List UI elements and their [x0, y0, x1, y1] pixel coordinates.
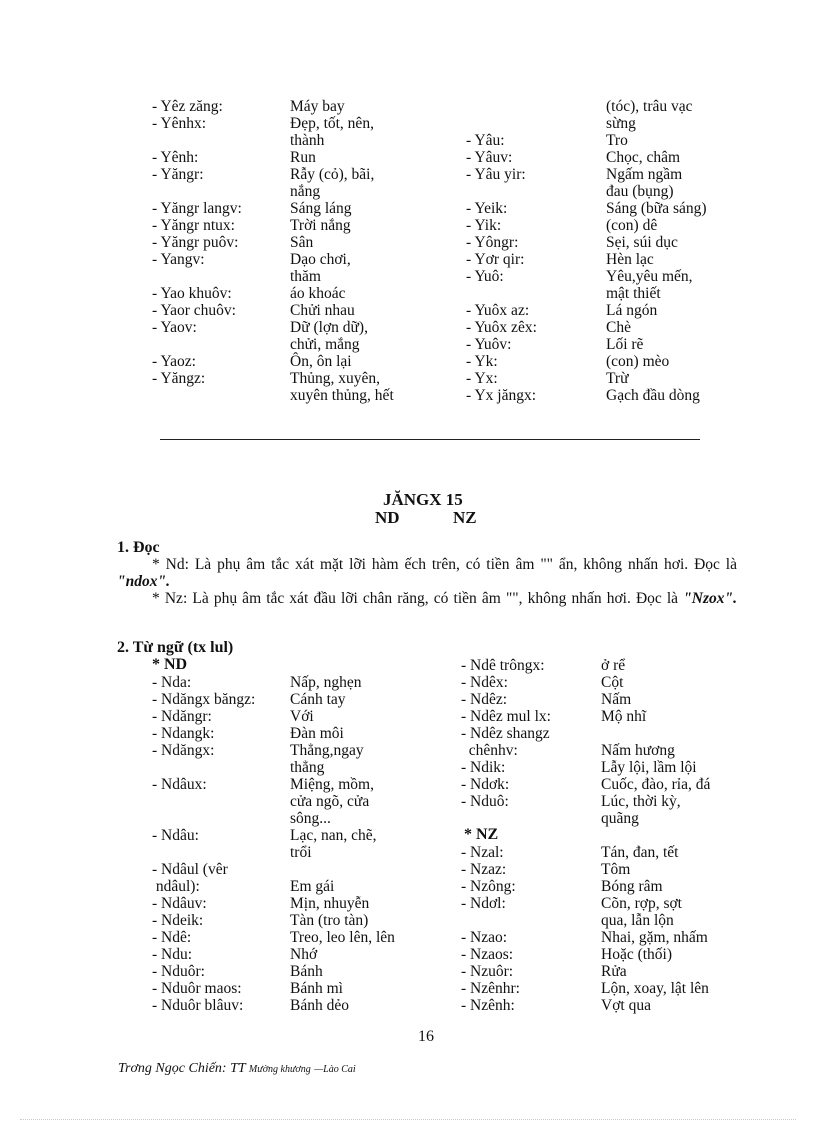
vocab-term: - Yx:	[466, 370, 498, 387]
vocab-term: - Ndê trôngx:	[461, 657, 545, 674]
footer-province: —Lào Cai	[314, 1064, 356, 1075]
vocab-definition: Dữ (lợn dữ),	[290, 319, 368, 336]
lesson-title: JĂNGX 15	[383, 490, 463, 509]
vocab-definition: Máy bay	[290, 98, 345, 115]
vocab-definition: Nhai, gặm, nhấm	[601, 929, 708, 946]
vocab-term: - Nduôr:	[152, 963, 205, 980]
vocab-definition: Ngấm ngầm	[606, 166, 683, 183]
vocab-definition: quãng	[601, 810, 639, 827]
vocab-definition: thành	[290, 132, 325, 149]
lesson-subtitle-nz: NZ	[453, 508, 477, 527]
reading-nd-text: * Nd: Là phụ âm tắc xát mặt lỡi hàm ếch trên, có tiền âm "" ẩn, không nhấn hơi. Đọc là	[152, 556, 737, 573]
vocab-definition: Trời nắng	[290, 217, 351, 234]
vocab-term: - Yaoz:	[152, 353, 196, 370]
reading-nz-pronunciation: "Nzox".	[683, 590, 738, 607]
vocab-definition: Vợt qua	[601, 997, 651, 1014]
vocab-term: - Yao khuôv:	[152, 285, 232, 302]
vocab-term: - Yăngr langv:	[152, 200, 242, 217]
vocab-definition: Lẫy lội, lầm lội	[601, 759, 697, 776]
vocab-definition: Chửi nhau	[290, 302, 355, 319]
vocab-term: - Yăngr:	[152, 166, 204, 183]
vocab-definition: Mộ nhĩ	[601, 708, 647, 725]
bottom-dotted-border	[20, 1119, 796, 1120]
vocab-term: - Ndăngx:	[152, 742, 215, 759]
vocab-term: - Yeik:	[466, 200, 508, 217]
vocab-term: - Ndeik:	[152, 912, 204, 929]
vocab-definition: Đàn môi	[290, 725, 344, 742]
vocab-definition: Nấm	[601, 691, 632, 708]
vocab-definition: Lộn, xoay, lật lên	[601, 980, 709, 997]
vocab-term: - Nzông:	[461, 878, 516, 895]
vocab-term: - Nzuôr:	[461, 963, 514, 980]
vocab-definition: Run	[290, 149, 316, 166]
vocab-term: - Ndêz shangz	[461, 725, 550, 742]
vocab-definition: Cuốc, đào, rỉa, đá	[601, 776, 711, 793]
vocab-term: - Yăngz:	[152, 370, 206, 387]
vocab-definition: (tóc), trâu vạc	[606, 98, 693, 115]
vocab-definition: (con) dê	[606, 217, 658, 234]
section-divider	[160, 439, 700, 440]
footer-author: Trơng Ngọc Chiến:	[118, 1061, 227, 1076]
vocab-term: - Yuôv:	[466, 336, 512, 353]
vocab-term: - Yơr qir:	[466, 251, 525, 268]
vocab-term: - Nzaz:	[461, 861, 507, 878]
reading-paragraph-nz	[117, 590, 737, 607]
vocab-term: - Yuôx az:	[466, 302, 530, 319]
vocab-definition: Sân	[290, 234, 314, 251]
vocab-term: - Yênh:	[152, 149, 199, 166]
vocab-definition: xuyên thủng, hết	[290, 387, 394, 404]
vocab-term: - Yăngr ntux:	[152, 217, 235, 234]
vocab-term: - Yangv:	[152, 251, 205, 268]
vocab-term: - Ndangk:	[152, 725, 215, 742]
vocab-definition: Miệng, mồm,	[290, 776, 374, 793]
vocab-term: - Ndâu:	[152, 827, 199, 844]
vocab-definition: Nhớ	[290, 946, 318, 963]
vocab-definition: Hèn lạc	[606, 251, 654, 268]
vocab-definition: Chè	[606, 319, 631, 336]
vocab-term: - Yâu yir:	[466, 166, 526, 183]
vocab-definition: Hoặc (thối)	[601, 946, 673, 963]
vocab-term: - Ndâul (vêr	[152, 861, 228, 878]
vocab-term: - Nzao:	[461, 929, 508, 946]
vocab-definition: nắng	[290, 183, 321, 200]
vocab-term: - Ndăngr:	[152, 708, 212, 725]
vocab-definition: Tôm	[601, 861, 631, 878]
vocab-definition: ở rể	[601, 657, 626, 674]
footer-place: Mường khương	[248, 1064, 311, 1075]
vocab-term: - Ndơk:	[461, 776, 510, 793]
vocab-term: - Yx jăngx:	[466, 387, 537, 404]
vocab-term: - Ndêz:	[461, 691, 508, 708]
vocab-term: - Nduôr maos:	[152, 980, 242, 997]
vocab-term: - Nda:	[152, 674, 192, 691]
vocab-term: - Yuô:	[466, 268, 504, 285]
vocab-term: - Yâu:	[466, 132, 505, 149]
vocab-definition: Dạo chơi,	[290, 251, 351, 268]
vocab-term: - Ndê:	[152, 929, 192, 946]
vocab-definition: Mịn, nhuyễn	[290, 895, 370, 912]
lesson-subtitle-nd: ND	[375, 508, 400, 527]
vocab-definition: sông...	[290, 810, 331, 827]
page-footer	[118, 1061, 356, 1077]
vocab-term: - Ndu:	[152, 946, 193, 963]
vocab-term: - Nzaos:	[461, 946, 514, 963]
vocab-definition: Chọc, châm	[606, 149, 681, 166]
vocab-term: - Yênhx:	[152, 115, 207, 132]
vocab-definition: Cột	[601, 674, 624, 691]
vocab-term: - Ndơl:	[461, 895, 506, 912]
vocab-term: - Nzal:	[461, 844, 504, 861]
vocab-term: - Yaov:	[152, 319, 197, 336]
vocab-term: chênhv:	[461, 742, 518, 759]
vocab-definition: Nấp, nghẹn	[290, 674, 362, 691]
vocab-definition: sừng	[606, 115, 636, 132]
vocab-definition: Thẳng,ngay	[290, 742, 364, 759]
section-vocabulary-heading: 2. Từ ngữ (tx lul)	[117, 639, 234, 656]
vocab-term: - Nduôr blâuv:	[152, 997, 244, 1014]
vocab-definition: Rửa	[601, 963, 627, 980]
vocab-definition: Với	[290, 708, 314, 725]
vocab-definition: Thủng, xuyên,	[290, 370, 380, 387]
nd-group-label: * ND	[152, 656, 188, 673]
vocab-definition: Lối rẽ	[606, 336, 644, 353]
vocab-definition: Tro	[606, 132, 628, 149]
vocab-definition: Sẹi, súi dục	[606, 234, 678, 251]
vocab-definition: Lúc, thời kỳ,	[601, 793, 681, 810]
vocab-term: - Nzênh:	[461, 997, 515, 1014]
vocab-term: - Nduô:	[461, 793, 509, 810]
page-number: 16	[418, 1028, 434, 1045]
vocab-term: ndâul):	[152, 878, 200, 895]
reading-nd-pronunciation: "ndox".	[117, 573, 170, 590]
reading-paragraph-nd	[117, 556, 737, 590]
vocab-term: - Ndêx:	[461, 674, 508, 691]
vocab-definition: qua, lẫn lộn	[601, 912, 674, 929]
vocab-term: - Yuôx zêx:	[466, 319, 537, 336]
vocab-definition: Bánh dẻo	[290, 997, 349, 1014]
reading-nz-text: * Nz: Là phụ âm tắc xát đầu lỡi chân răng, có tiền âm "", không nhấn hơi. Đọc là	[152, 590, 679, 607]
vocab-definition: Treo, leo lên, lên	[290, 929, 395, 946]
vocab-definition: Bánh mì	[290, 980, 343, 997]
vocab-definition: thăm	[290, 268, 321, 285]
vocab-definition: Bánh	[290, 963, 323, 980]
vocab-definition: Cõn, rợp, sợt	[601, 895, 682, 912]
vocab-definition: mật thiết	[606, 285, 661, 302]
vocab-term: - Yăngr puôv:	[152, 234, 239, 251]
vocab-definition: Gạch đầu dòng	[606, 387, 700, 404]
vocab-definition: Sáng (bữa sáng)	[606, 200, 707, 217]
vocab-definition: Lạc, nan, chẽ,	[290, 827, 377, 844]
vocab-definition: cửa ngõ, cửa	[290, 793, 370, 810]
vocab-definition: Tán, đan, tết	[601, 844, 679, 861]
vocab-term: - Yêz zăng:	[152, 98, 223, 115]
vocab-definition: Sáng láng	[290, 200, 352, 217]
vocab-term: - Yik:	[466, 217, 502, 234]
vocab-definition: Yêu,yêu mến,	[606, 268, 693, 285]
vocab-term: - Nzênhr:	[461, 980, 520, 997]
footer-org: TT	[230, 1061, 246, 1076]
vocab-term: - Ndik:	[461, 759, 506, 776]
vocab-term: - Yôngr:	[466, 234, 519, 251]
vocab-definition: Tàn (tro tàn)	[290, 912, 369, 929]
vocab-definition: đau (bụng)	[606, 183, 674, 200]
vocab-term: - Ndâuv:	[152, 895, 207, 912]
vocab-definition: Trừ	[606, 370, 629, 387]
section-reading-heading: 1. Đọc	[117, 539, 160, 556]
vocab-term: - Yk:	[466, 353, 498, 370]
vocab-definition: chửi, mắng	[290, 336, 360, 353]
vocab-definition: thẳng	[290, 759, 325, 776]
vocab-term: - Yaor chuôv:	[152, 302, 236, 319]
vocab-definition: Lá ngón	[606, 302, 658, 319]
vocab-definition: Nấm hương	[601, 742, 675, 759]
vocab-definition: Cánh tay	[290, 691, 346, 708]
vocab-definition: trổi	[290, 844, 312, 861]
vocab-term: - Yâuv:	[466, 149, 513, 166]
vocab-term: - Ndăngx băngz:	[152, 691, 256, 708]
vocab-definition: (con) mèo	[606, 353, 670, 370]
vocab-definition: Em gái	[290, 878, 335, 895]
vocab-term: - Ndêz mul lx:	[461, 708, 551, 725]
vocab-definition: Rẫy (cỏ), bãi,	[290, 166, 375, 183]
nz-group-label: * NZ	[464, 826, 499, 843]
vocab-definition: Đẹp, tốt, nên,	[290, 115, 374, 132]
vocab-term: - Ndâux:	[152, 776, 207, 793]
vocab-definition: Ôn, ôn lại	[290, 353, 352, 370]
vocab-definition: Bóng râm	[601, 878, 663, 895]
vocab-definition: áo khoác	[290, 285, 346, 302]
